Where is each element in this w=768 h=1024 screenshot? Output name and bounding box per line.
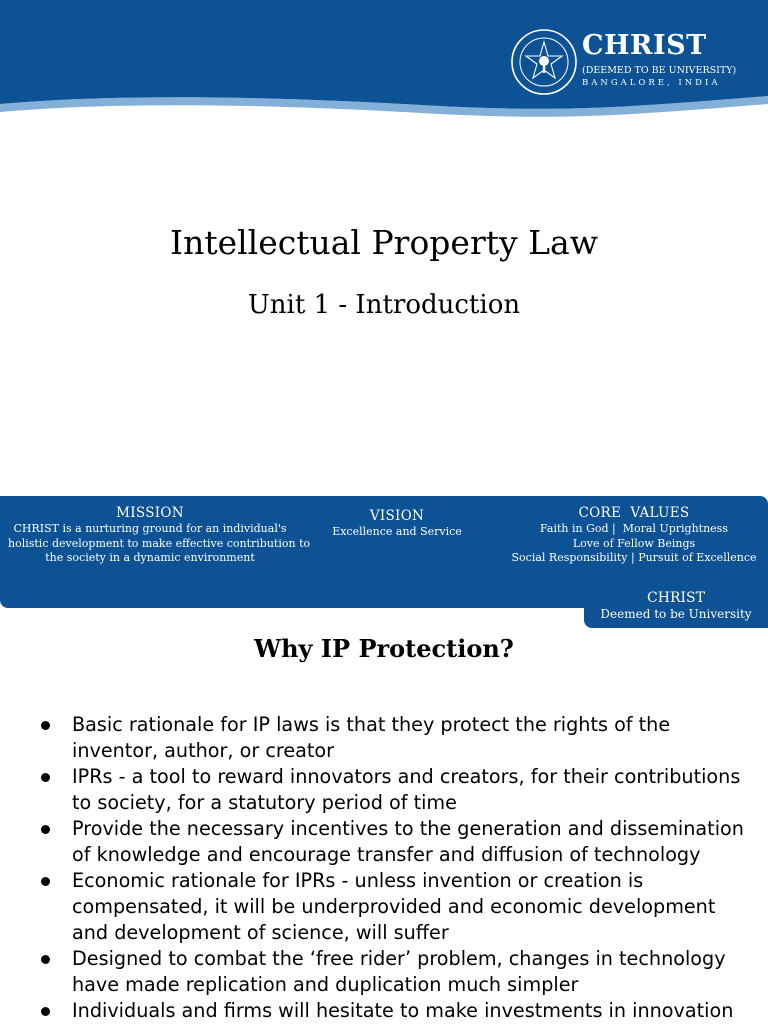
university-name: CHRIST xyxy=(647,590,705,606)
bullet-text: Basic rationale for IP laws is that they protect the rights of the inventor, author, or creator xyxy=(72,713,671,762)
core-values-line: Social Responsibility | Pursuit of Excellence xyxy=(511,551,757,564)
list-item xyxy=(36,868,748,946)
vision-block xyxy=(322,508,472,540)
university-tab xyxy=(584,588,768,628)
brand-location: BANGALORE, INDIA xyxy=(582,78,721,88)
bullet-text: Designed to combat the ‘free rider’ problem, changes in technology have made replication and duplication much simpler xyxy=(72,947,726,996)
mission-line: the society in a dynamic environment xyxy=(45,551,255,564)
mission-heading: MISSION xyxy=(116,505,184,521)
list-item xyxy=(36,712,748,764)
brand-name: CHRIST xyxy=(582,30,707,61)
bullet-text: Individuals and firms will hesitate to make investments in innovation xyxy=(72,999,734,1022)
mission-block xyxy=(8,505,311,566)
section-title: Why IP Protection? xyxy=(254,634,514,663)
title-slide xyxy=(0,0,768,490)
core-values-line: Love of Fellow Beings xyxy=(572,536,696,550)
list-item xyxy=(36,816,748,868)
bullet-icon xyxy=(41,825,50,834)
university-logo xyxy=(510,28,740,98)
bullet-list xyxy=(36,712,748,1024)
vision-line: Excellence and Service xyxy=(332,525,462,538)
mission-line: CHRIST is a nurturing ground for an individual's xyxy=(13,522,287,535)
university-status: Deemed to be University xyxy=(600,607,752,621)
slide-subtitle: Unit 1 - Introduction xyxy=(247,290,521,320)
list-item xyxy=(36,946,748,998)
bullet-icon xyxy=(41,773,50,782)
vision-heading: VISION xyxy=(369,508,425,524)
university-seal-icon xyxy=(510,28,578,96)
bullet-icon xyxy=(41,1007,50,1016)
mission-line: holistic development to make effective contribution to xyxy=(8,536,311,550)
brand-tagline: (DEEMED TO BE UNIVERSITY) xyxy=(582,65,737,76)
slide-title: Intellectual Property Law xyxy=(170,223,598,262)
core-values-block xyxy=(508,505,760,566)
bullet-icon xyxy=(41,877,50,886)
bullet-text: Provide the necessary incentives to the generation and dissemination of knowledge and encourage transfer and diffusion of technology xyxy=(72,817,744,866)
list-item xyxy=(36,764,748,816)
list-item xyxy=(36,998,748,1024)
bullet-icon xyxy=(41,955,50,964)
core-values-line: Faith in God | Moral Uprightness xyxy=(540,522,728,535)
bullet-text: Economic rationale for IPRs - unless invention or creation is compensated, it will be underprovided and economic development and development of science, will suffer xyxy=(72,869,716,944)
bullet-icon xyxy=(41,721,50,730)
core-values-heading: CORE VALUES xyxy=(578,505,690,521)
bullet-text: IPRs - a tool to reward innovators and creators, for their contributions to society, for a statutory period of time xyxy=(72,765,741,814)
